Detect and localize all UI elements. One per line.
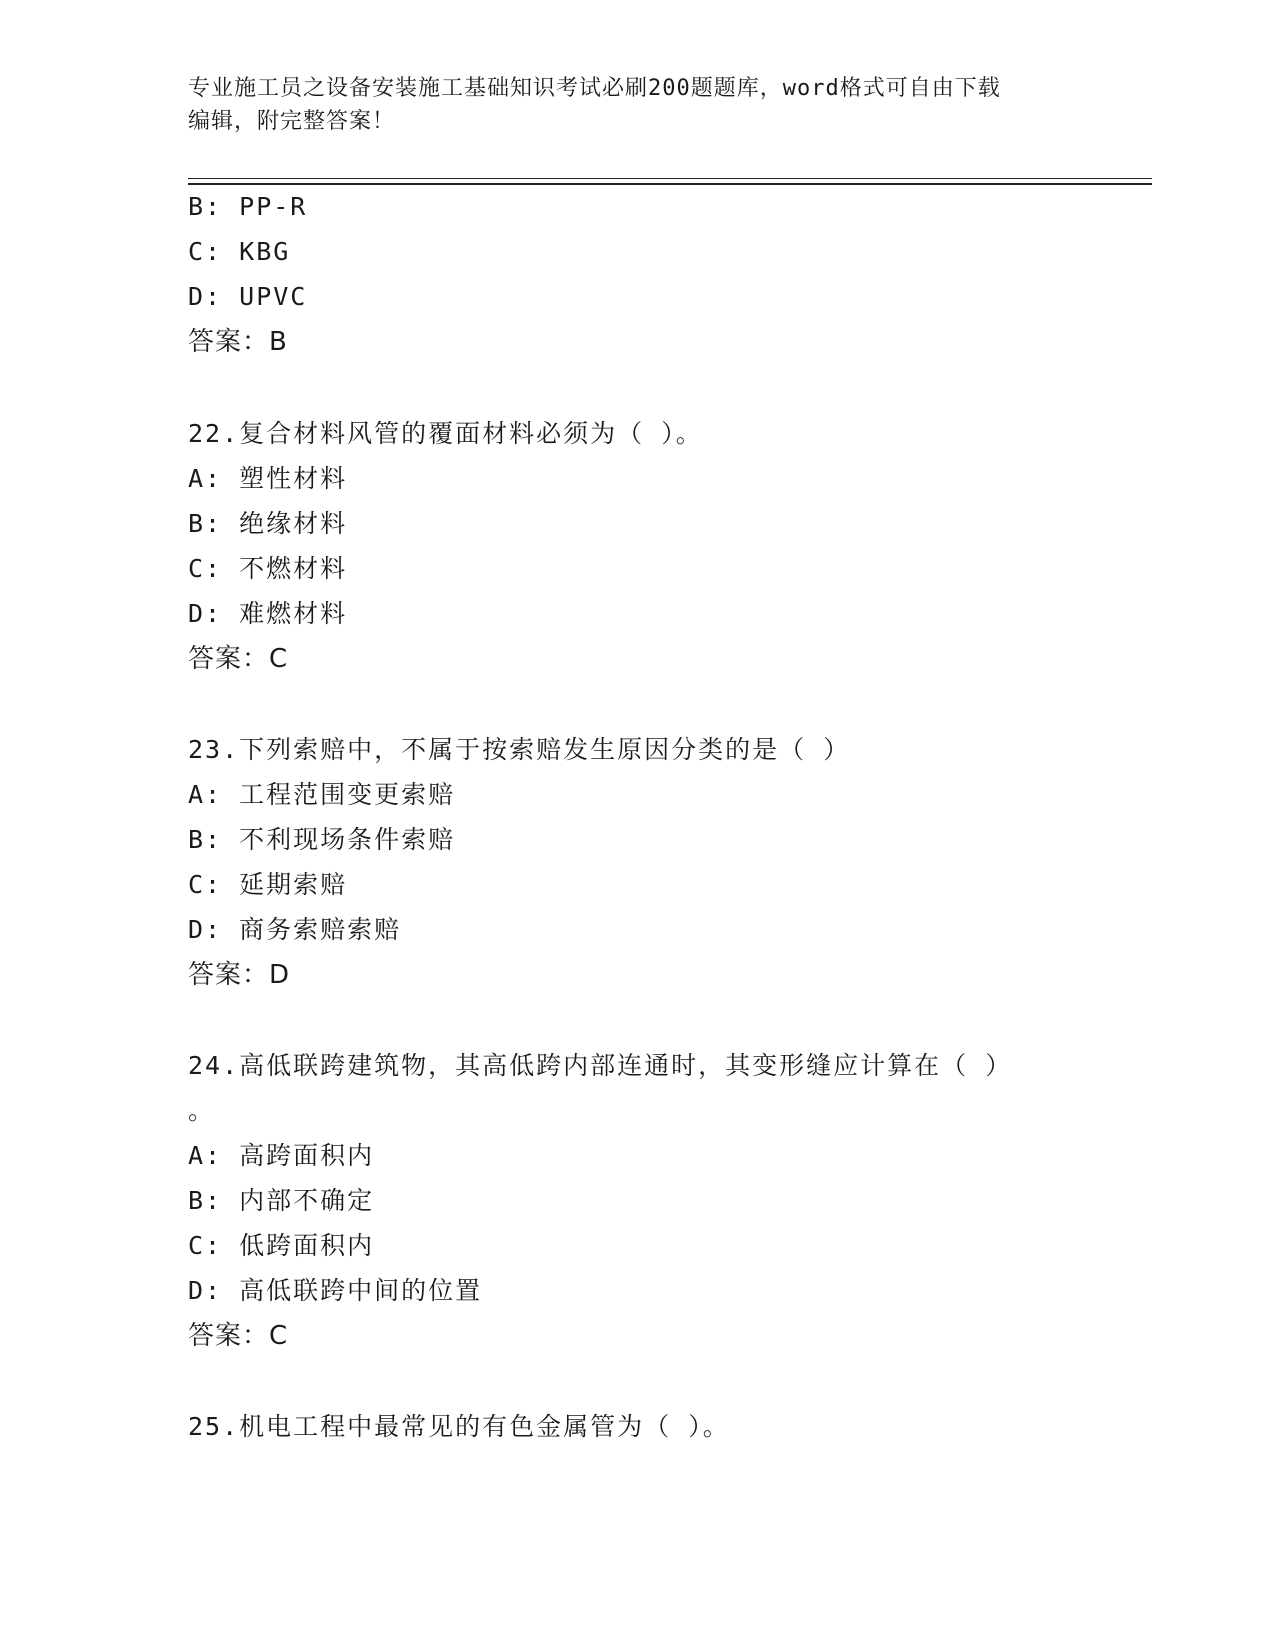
q22-option-d: D: 难燃材料 xyxy=(188,599,348,628)
q24-option-d: D: 高低联跨中间的位置 xyxy=(188,1276,483,1305)
q23-answer: 答案：D xyxy=(188,960,291,990)
q24-option-b: B: 内部不确定 xyxy=(188,1186,375,1215)
q22-answer: 答案：C xyxy=(188,644,289,674)
header-divider-thin xyxy=(188,178,1152,179)
q21-answer: 答案：B xyxy=(188,327,288,357)
q24-question-line-1: 24.高低联跨建筑物，其高低跨内部连通时，其变形缝应计算在（ ） xyxy=(188,1051,1013,1080)
document-header xyxy=(188,72,1068,138)
q24-question-line-2: 。 xyxy=(188,1096,216,1125)
header-title-line-1: 专业施工员之设备安装施工基础知识考试必刷200题题库，word格式可自由下载 xyxy=(188,76,1001,101)
q23-option-a: A: 工程范围变更索赔 xyxy=(188,780,456,809)
header-divider-thick xyxy=(188,183,1152,185)
q25-question: 25.机电工程中最常见的有色金属管为（ ）。 xyxy=(188,1412,730,1441)
q24-option-c: C: 低跨面积内 xyxy=(188,1231,375,1260)
q24-option-a: A: 高跨面积内 xyxy=(188,1141,375,1170)
q23-option-c: C: 延期索赔 xyxy=(188,870,348,899)
q21-option-d: D: UPVC xyxy=(188,282,308,311)
q24-answer: 答案：C xyxy=(188,1321,289,1351)
q23-option-b: B: 不利现场条件索赔 xyxy=(188,825,456,854)
q23-question: 23.下列索赔中，不属于按索赔发生原因分类的是（ ） xyxy=(188,735,851,764)
q22-option-c: C: 不燃材料 xyxy=(188,554,348,583)
q23-option-d: D: 商务索赔索赔 xyxy=(188,915,402,944)
q22-option-b: B: 绝缘材料 xyxy=(188,509,348,538)
q22-question: 22.复合材料风管的覆面材料必须为（ ）。 xyxy=(188,419,703,448)
q21-option-c: C: KBG xyxy=(188,237,291,266)
header-title-line-2: 编辑，附完整答案！ xyxy=(188,109,396,134)
q21-option-b: B: PP-R xyxy=(188,192,308,221)
q22-option-a: A: 塑性材料 xyxy=(188,464,348,493)
